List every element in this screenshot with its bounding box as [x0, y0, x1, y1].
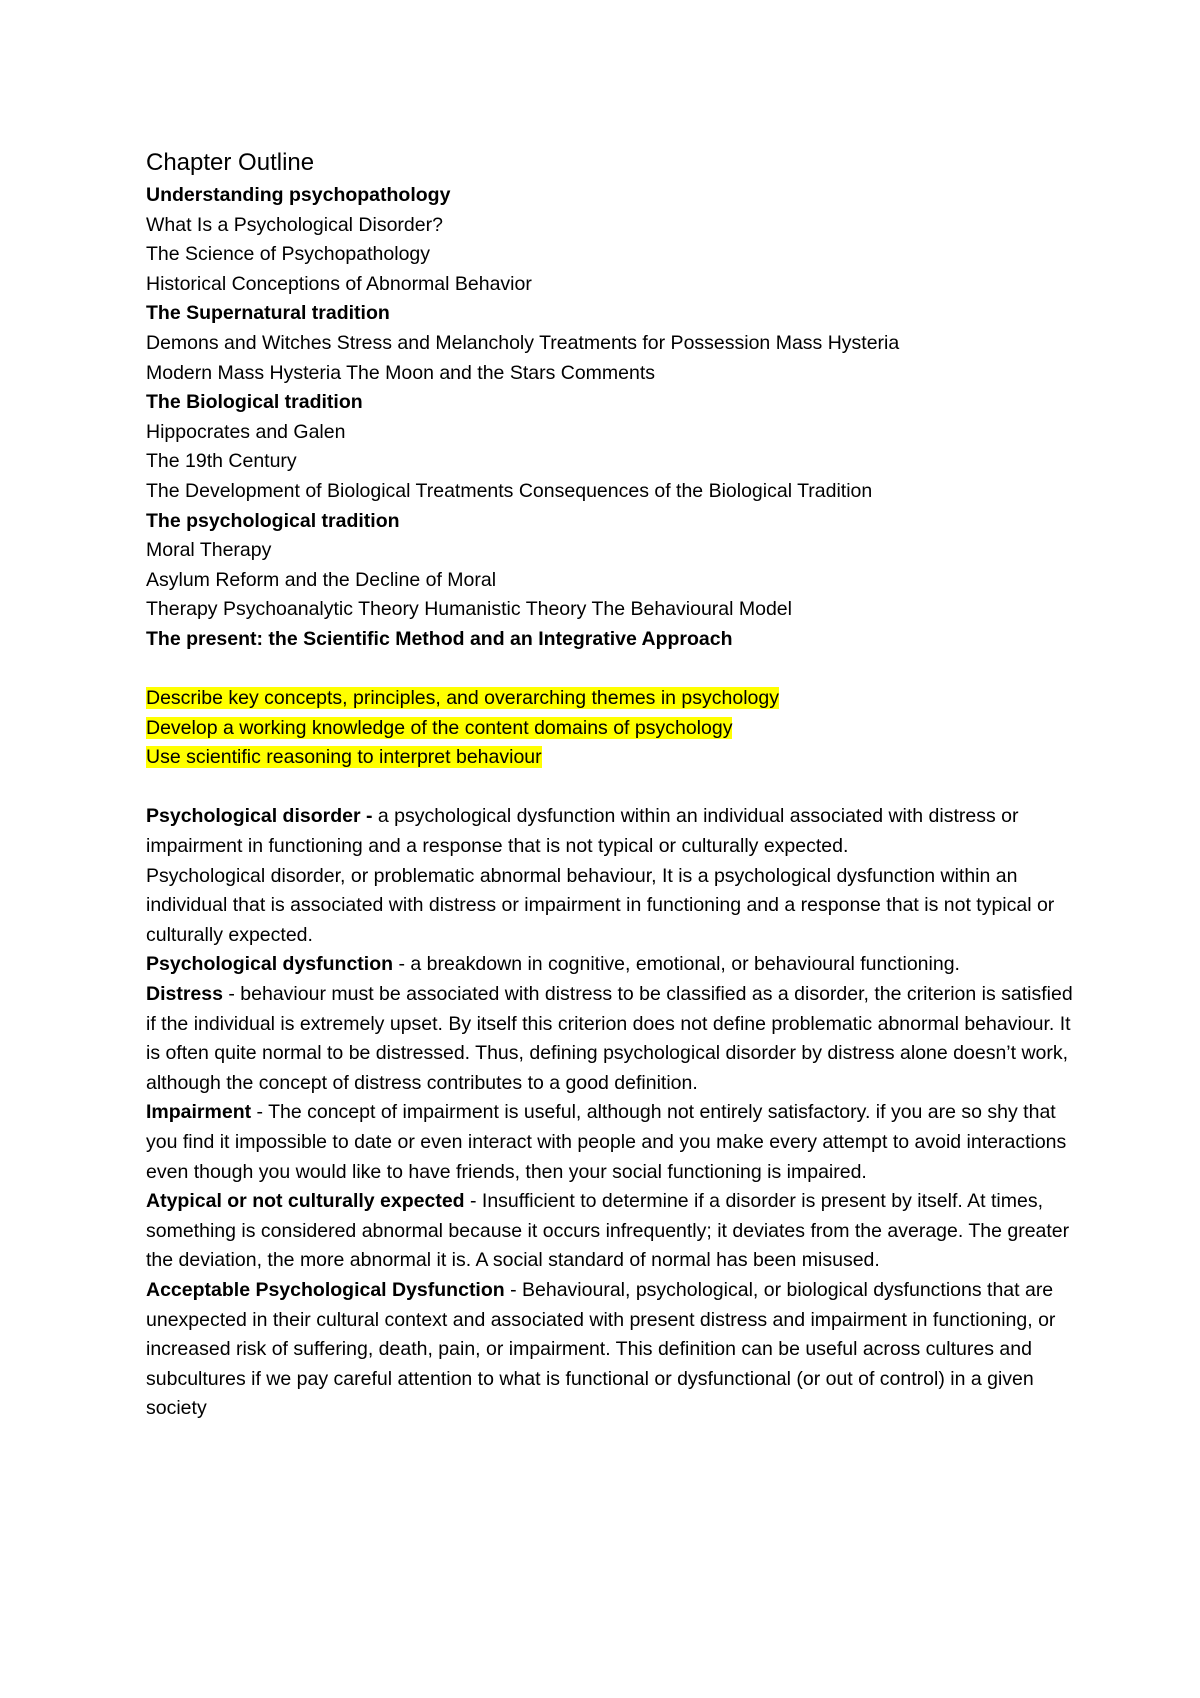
chapter-title: Chapter Outline	[146, 149, 315, 176]
definition-text: - The concept of impairment is useful, although not entirely satisfactory. if you are so shy that you find it impossible to date or even interact with people and you make every attempt to avoid interactions even though you would like to have friends, then your social functioning is impaired.	[146, 1101, 1067, 1183]
outline-item: Hippocrates and Galen	[146, 420, 346, 443]
definitions	[146, 802, 1086, 1423]
definition-text: - Insufficient to determine if a disorder is present by itself. At times, something is considered abnormal because it occurs infrequently; it deviates from the average. The greater the deviation, the more abnormal it is. A social standard of normal has been misused.	[146, 1190, 1070, 1272]
chapter-outline	[146, 181, 1086, 655]
outline-heading-psychological: The psychological tradition	[146, 509, 400, 532]
definition-term: Impairment	[146, 1101, 252, 1124]
definition-term: Atypical or not culturally expected	[146, 1190, 465, 1213]
definition-psychological-disorder	[146, 802, 1086, 861]
definition-text: a psychological dysfunction within an individual associated with distress or impairment in functioning and a response that is not typical or culturally expected.	[146, 805, 1019, 858]
spacer	[146, 773, 1086, 803]
spacer	[146, 655, 1086, 685]
outline-item: Historical Conceptions of Abnormal Behavior	[146, 272, 532, 295]
document-page	[146, 146, 1086, 1424]
objective-highlight: Describe key concepts, principles, and overarching themes in psychology	[146, 687, 779, 710]
definition-term: Psychological dysfunction	[146, 953, 394, 976]
outline-item: The Science of Psychopathology	[146, 243, 431, 266]
learning-objectives	[146, 684, 1086, 773]
outline-item: Moral Therapy	[146, 539, 272, 562]
outline-item: The 19th Century	[146, 450, 297, 473]
outline-heading-supernatural: The Supernatural tradition	[146, 302, 390, 325]
outline-item: The Development of Biological Treatments Consequences of the Biological Tradition	[146, 479, 873, 502]
outline-heading-present: The present: the Scientific Method and an Integrative Approach	[146, 627, 733, 650]
definition-text: - a breakdown in cognitive, emotional, or behavioural functioning.	[393, 953, 960, 976]
objective-highlight: Use scientific reasoning to interpret behaviour	[146, 746, 542, 769]
outline-item: Asylum Reform and the Decline of Moral	[146, 568, 497, 591]
outline-heading-biological: The Biological tradition	[146, 391, 363, 414]
definition-impairment	[146, 1098, 1086, 1187]
outline-item: Therapy Psychoanalytic Theory Humanistic Theory The Behavioural Model	[146, 598, 792, 621]
definition-text: Psychological disorder, or problematic abnormal behaviour, It is a psychological dysfunction within an individual that is associated with distress or impairment in functioning and a response that is not typical or culturally expected.	[146, 864, 1055, 946]
definition-text: - behaviour must be associated with distress to be classified as a disorder, the criterion is satisfied if the individual is extremely upset. By itself this criterion does not define problematic abnormal behaviour. It is often quite normal to be distressed. Thus, defining psychological disorder by distress alone doesn’t work, although the concept of distress contributes to a good definition.	[146, 983, 1073, 1094]
outline-item: Modern Mass Hysteria The Moon and the Stars Comments	[146, 361, 656, 384]
definition-atypical	[146, 1187, 1086, 1276]
definition-term: Psychological disorder -	[146, 805, 373, 828]
definition-term: Acceptable Psychological Dysfunction	[146, 1278, 505, 1301]
definition-term: Distress	[146, 983, 223, 1006]
definition-psychological-dysfunction	[146, 950, 1086, 980]
objective-highlight: Develop a working knowledge of the content domains of psychology	[146, 716, 733, 739]
definition-distress	[146, 980, 1086, 1098]
definition-text: - Behavioural, psychological, or biological dysfunctions that are unexpected in their cultural context and associated with present distress and impairment in functioning, or increased risk of suffering, death, pain, or impairment. This definition can be useful across cultures and subcultures if we pay careful attention to what is functional or dysfunctional (or out of control) in a given society	[146, 1278, 1056, 1420]
outline-item: Demons and Witches Stress and Melancholy Treatments for Possession Mass Hysteria	[146, 331, 900, 354]
outline-item: What Is a Psychological Disorder?	[146, 213, 443, 236]
definition-acceptable-dysfunction	[146, 1276, 1086, 1424]
outline-heading-understanding: Understanding psychopathology	[146, 184, 451, 206]
definition-psychological-disorder-alt	[146, 862, 1086, 951]
